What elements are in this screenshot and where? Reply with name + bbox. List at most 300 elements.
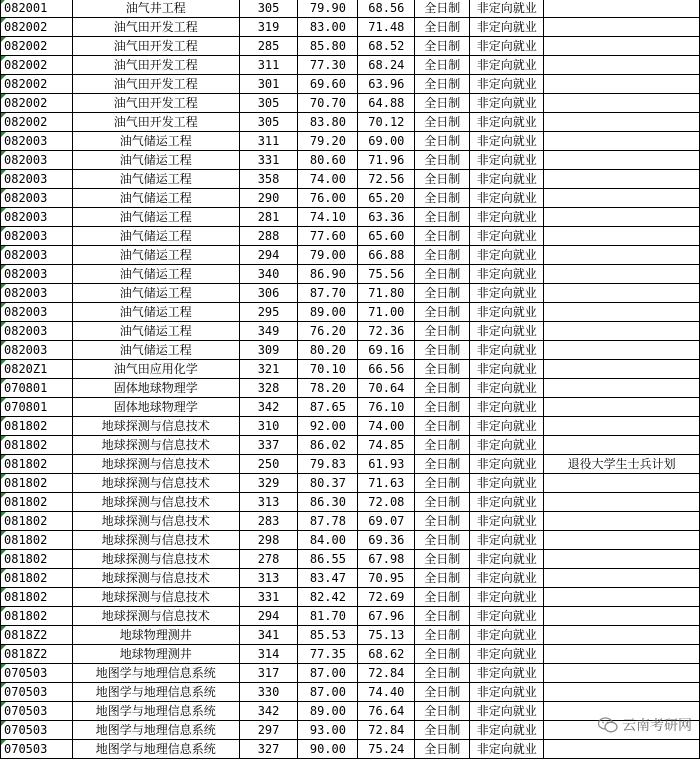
interview-score-cell[interactable]: 85.80 [298,37,358,56]
remark-cell[interactable] [544,208,700,227]
study-mode-cell[interactable]: 全日制 [415,113,470,132]
remark-cell[interactable] [544,607,700,626]
code-cell[interactable]: 0820Z1 [1,360,73,379]
code-cell[interactable]: 081802 [1,607,73,626]
code-cell[interactable]: 082002 [1,56,73,75]
interview-score-cell[interactable]: 90.00 [298,740,358,759]
code-cell[interactable]: 082003 [1,170,73,189]
major-cell[interactable]: 地球探测与信息技术 [72,550,239,569]
study-mode-cell[interactable]: 全日制 [415,626,470,645]
final-score-cell[interactable]: 74.40 [358,683,415,702]
study-mode-cell[interactable]: 全日制 [415,265,470,284]
interview-score-cell[interactable]: 78.20 [298,379,358,398]
code-cell[interactable]: 081802 [1,550,73,569]
total-score-cell[interactable]: 340 [239,265,298,284]
interview-score-cell[interactable]: 79.00 [298,246,358,265]
code-cell[interactable]: 082001 [1,0,73,18]
code-cell[interactable]: 070503 [1,721,73,740]
total-score-cell[interactable]: 328 [239,379,298,398]
study-mode-cell[interactable]: 全日制 [415,284,470,303]
major-cell[interactable]: 油气储运工程 [72,341,239,360]
total-score-cell[interactable]: 330 [239,683,298,702]
final-score-cell[interactable]: 72.36 [358,322,415,341]
study-mode-cell[interactable]: 全日制 [415,569,470,588]
employment-type-cell[interactable]: 非定向就业 [470,360,544,379]
final-score-cell[interactable]: 68.52 [358,37,415,56]
employment-type-cell[interactable]: 非定向就业 [470,322,544,341]
total-score-cell[interactable]: 358 [239,170,298,189]
total-score-cell[interactable]: 349 [239,322,298,341]
employment-type-cell[interactable]: 非定向就业 [470,18,544,37]
interview-score-cell[interactable]: 86.02 [298,436,358,455]
study-mode-cell[interactable]: 全日制 [415,75,470,94]
interview-score-cell[interactable]: 70.70 [298,94,358,113]
study-mode-cell[interactable]: 全日制 [415,56,470,75]
major-cell[interactable]: 地球物理测井 [72,645,239,664]
study-mode-cell[interactable]: 全日制 [415,360,470,379]
major-cell[interactable]: 油气田开发工程 [72,113,239,132]
employment-type-cell[interactable]: 非定向就业 [470,265,544,284]
employment-type-cell[interactable]: 非定向就业 [470,664,544,683]
final-score-cell[interactable]: 65.60 [358,227,415,246]
major-cell[interactable]: 油气田开发工程 [72,56,239,75]
study-mode-cell[interactable]: 全日制 [415,94,470,113]
employment-type-cell[interactable]: 非定向就业 [470,512,544,531]
employment-type-cell[interactable]: 非定向就业 [470,227,544,246]
employment-type-cell[interactable]: 非定向就业 [470,151,544,170]
major-cell[interactable]: 油气储运工程 [72,208,239,227]
major-cell[interactable]: 地球探测与信息技术 [72,512,239,531]
code-cell[interactable]: 070503 [1,664,73,683]
major-cell[interactable]: 地球探测与信息技术 [72,417,239,436]
final-score-cell[interactable]: 64.88 [358,94,415,113]
code-cell[interactable]: 082002 [1,94,73,113]
final-score-cell[interactable]: 65.20 [358,189,415,208]
major-cell[interactable]: 地图学与地理信息系统 [72,664,239,683]
total-score-cell[interactable]: 305 [239,94,298,113]
interview-score-cell[interactable]: 79.90 [298,0,358,18]
code-cell[interactable]: 082003 [1,227,73,246]
final-score-cell[interactable]: 63.36 [358,208,415,227]
study-mode-cell[interactable]: 全日制 [415,322,470,341]
employment-type-cell[interactable]: 非定向就业 [470,132,544,151]
final-score-cell[interactable]: 72.69 [358,588,415,607]
major-cell[interactable]: 地图学与地理信息系统 [72,721,239,740]
major-cell[interactable]: 油气储运工程 [72,322,239,341]
total-score-cell[interactable]: 310 [239,417,298,436]
total-score-cell[interactable]: 311 [239,132,298,151]
remark-cell[interactable] [544,588,700,607]
interview-score-cell[interactable]: 93.00 [298,721,358,740]
final-score-cell[interactable]: 66.56 [358,360,415,379]
remark-cell[interactable] [544,322,700,341]
code-cell[interactable]: 081802 [1,569,73,588]
remark-cell[interactable]: 退役大学生士兵计划 [544,455,700,474]
remark-cell[interactable] [544,132,700,151]
code-cell[interactable]: 081802 [1,531,73,550]
study-mode-cell[interactable]: 全日制 [415,151,470,170]
remark-cell[interactable] [544,341,700,360]
interview-score-cell[interactable]: 80.37 [298,474,358,493]
study-mode-cell[interactable]: 全日制 [415,170,470,189]
remark-cell[interactable] [544,645,700,664]
code-cell[interactable]: 082002 [1,37,73,56]
study-mode-cell[interactable]: 全日制 [415,379,470,398]
interview-score-cell[interactable]: 83.47 [298,569,358,588]
code-cell[interactable]: 082003 [1,303,73,322]
employment-type-cell[interactable]: 非定向就业 [470,436,544,455]
major-cell[interactable]: 油气田开发工程 [72,75,239,94]
interview-score-cell[interactable]: 70.10 [298,360,358,379]
employment-type-cell[interactable]: 非定向就业 [470,531,544,550]
major-cell[interactable]: 地球探测与信息技术 [72,493,239,512]
interview-score-cell[interactable]: 87.78 [298,512,358,531]
final-score-cell[interactable]: 69.16 [358,341,415,360]
total-score-cell[interactable]: 288 [239,227,298,246]
final-score-cell[interactable]: 70.64 [358,379,415,398]
final-score-cell[interactable]: 68.56 [358,0,415,18]
major-cell[interactable]: 地球探测与信息技术 [72,474,239,493]
remark-cell[interactable] [544,189,700,208]
employment-type-cell[interactable]: 非定向就业 [470,341,544,360]
employment-type-cell[interactable]: 非定向就业 [470,94,544,113]
study-mode-cell[interactable]: 全日制 [415,246,470,265]
employment-type-cell[interactable]: 非定向就业 [470,379,544,398]
remark-cell[interactable] [544,75,700,94]
code-cell[interactable]: 070503 [1,702,73,721]
major-cell[interactable]: 固体地球物理学 [72,398,239,417]
final-score-cell[interactable]: 75.56 [358,265,415,284]
code-cell[interactable]: 081802 [1,474,73,493]
employment-type-cell[interactable]: 非定向就业 [470,550,544,569]
major-cell[interactable]: 油气储运工程 [72,151,239,170]
study-mode-cell[interactable]: 全日制 [415,227,470,246]
major-cell[interactable]: 油气田应用化学 [72,360,239,379]
final-score-cell[interactable]: 67.98 [358,550,415,569]
major-cell[interactable]: 地球探测与信息技术 [72,607,239,626]
final-score-cell[interactable]: 76.10 [358,398,415,417]
total-score-cell[interactable]: 305 [239,0,298,18]
total-score-cell[interactable]: 290 [239,189,298,208]
code-cell[interactable]: 082003 [1,151,73,170]
study-mode-cell[interactable]: 全日制 [415,721,470,740]
major-cell[interactable]: 油气储运工程 [72,246,239,265]
study-mode-cell[interactable]: 全日制 [415,0,470,18]
interview-score-cell[interactable]: 69.60 [298,75,358,94]
interview-score-cell[interactable]: 89.00 [298,303,358,322]
study-mode-cell[interactable]: 全日制 [415,474,470,493]
remark-cell[interactable] [544,18,700,37]
remark-cell[interactable] [544,360,700,379]
employment-type-cell[interactable]: 非定向就业 [470,626,544,645]
code-cell[interactable]: 081802 [1,493,73,512]
final-score-cell[interactable]: 76.64 [358,702,415,721]
major-cell[interactable]: 地球探测与信息技术 [72,436,239,455]
code-cell[interactable]: 070801 [1,398,73,417]
employment-type-cell[interactable]: 非定向就业 [470,740,544,759]
total-score-cell[interactable]: 309 [239,341,298,360]
major-cell[interactable]: 油气储运工程 [72,132,239,151]
major-cell[interactable]: 地球探测与信息技术 [72,455,239,474]
major-cell[interactable]: 油气田开发工程 [72,37,239,56]
final-score-cell[interactable]: 69.36 [358,531,415,550]
remark-cell[interactable] [544,417,700,436]
remark-cell[interactable] [544,170,700,189]
total-score-cell[interactable]: 281 [239,208,298,227]
major-cell[interactable]: 地图学与地理信息系统 [72,683,239,702]
total-score-cell[interactable]: 313 [239,493,298,512]
interview-score-cell[interactable]: 86.55 [298,550,358,569]
interview-score-cell[interactable]: 87.00 [298,664,358,683]
study-mode-cell[interactable]: 全日制 [415,702,470,721]
interview-score-cell[interactable]: 81.70 [298,607,358,626]
study-mode-cell[interactable]: 全日制 [415,398,470,417]
study-mode-cell[interactable]: 全日制 [415,588,470,607]
remark-cell[interactable] [544,246,700,265]
remark-cell[interactable] [544,740,700,759]
final-score-cell[interactable]: 67.96 [358,607,415,626]
interview-score-cell[interactable]: 77.60 [298,227,358,246]
code-cell[interactable]: 081802 [1,455,73,474]
interview-score-cell[interactable]: 74.00 [298,170,358,189]
interview-score-cell[interactable]: 86.30 [298,493,358,512]
study-mode-cell[interactable]: 全日制 [415,664,470,683]
employment-type-cell[interactable]: 非定向就业 [470,702,544,721]
remark-cell[interactable] [544,531,700,550]
remark-cell[interactable] [544,436,700,455]
code-cell[interactable]: 082003 [1,189,73,208]
final-score-cell[interactable]: 68.24 [358,56,415,75]
major-cell[interactable]: 地球物理测井 [72,626,239,645]
final-score-cell[interactable]: 71.48 [358,18,415,37]
remark-cell[interactable] [544,265,700,284]
final-score-cell[interactable]: 72.84 [358,721,415,740]
employment-type-cell[interactable]: 非定向就业 [470,170,544,189]
major-cell[interactable]: 油气储运工程 [72,265,239,284]
employment-type-cell[interactable]: 非定向就业 [470,0,544,18]
final-score-cell[interactable]: 71.80 [358,284,415,303]
interview-score-cell[interactable]: 80.60 [298,151,358,170]
final-score-cell[interactable]: 72.08 [358,493,415,512]
remark-cell[interactable] [544,683,700,702]
major-cell[interactable]: 地球探测与信息技术 [72,588,239,607]
final-score-cell[interactable]: 75.13 [358,626,415,645]
code-cell[interactable]: 082002 [1,75,73,94]
employment-type-cell[interactable]: 非定向就业 [470,474,544,493]
total-score-cell[interactable]: 342 [239,702,298,721]
employment-type-cell[interactable]: 非定向就业 [470,75,544,94]
interview-score-cell[interactable]: 86.90 [298,265,358,284]
code-cell[interactable]: 070503 [1,683,73,702]
remark-cell[interactable] [544,284,700,303]
major-cell[interactable]: 油气井工程 [72,0,239,18]
major-cell[interactable]: 油气储运工程 [72,284,239,303]
employment-type-cell[interactable]: 非定向就业 [470,246,544,265]
study-mode-cell[interactable]: 全日制 [415,512,470,531]
study-mode-cell[interactable]: 全日制 [415,189,470,208]
code-cell[interactable]: 082002 [1,18,73,37]
total-score-cell[interactable]: 305 [239,113,298,132]
final-score-cell[interactable]: 69.00 [358,132,415,151]
study-mode-cell[interactable]: 全日制 [415,18,470,37]
code-cell[interactable]: 082002 [1,113,73,132]
code-cell[interactable]: 0818Z2 [1,645,73,664]
remark-cell[interactable] [544,379,700,398]
total-score-cell[interactable]: 321 [239,360,298,379]
total-score-cell[interactable]: 331 [239,588,298,607]
final-score-cell[interactable]: 75.24 [358,740,415,759]
study-mode-cell[interactable]: 全日制 [415,208,470,227]
code-cell[interactable]: 070801 [1,379,73,398]
interview-score-cell[interactable]: 77.35 [298,645,358,664]
total-score-cell[interactable]: 294 [239,607,298,626]
total-score-cell[interactable]: 283 [239,512,298,531]
study-mode-cell[interactable]: 全日制 [415,303,470,322]
final-score-cell[interactable]: 74.85 [358,436,415,455]
remark-cell[interactable] [544,626,700,645]
major-cell[interactable]: 地球探测与信息技术 [72,569,239,588]
employment-type-cell[interactable]: 非定向就业 [470,37,544,56]
major-cell[interactable]: 固体地球物理学 [72,379,239,398]
total-score-cell[interactable]: 313 [239,569,298,588]
study-mode-cell[interactable]: 全日制 [415,341,470,360]
total-score-cell[interactable]: 342 [239,398,298,417]
interview-score-cell[interactable]: 76.20 [298,322,358,341]
interview-score-cell[interactable]: 77.30 [298,56,358,75]
total-score-cell[interactable]: 341 [239,626,298,645]
final-score-cell[interactable]: 66.88 [358,246,415,265]
employment-type-cell[interactable]: 非定向就业 [470,189,544,208]
major-cell[interactable]: 油气田开发工程 [72,18,239,37]
total-score-cell[interactable]: 295 [239,303,298,322]
interview-score-cell[interactable]: 89.00 [298,702,358,721]
final-score-cell[interactable]: 71.00 [358,303,415,322]
employment-type-cell[interactable]: 非定向就业 [470,493,544,512]
code-cell[interactable]: 082003 [1,322,73,341]
code-cell[interactable]: 082003 [1,341,73,360]
remark-cell[interactable] [544,303,700,322]
remark-cell[interactable] [544,227,700,246]
employment-type-cell[interactable]: 非定向就业 [470,398,544,417]
total-score-cell[interactable]: 301 [239,75,298,94]
employment-type-cell[interactable]: 非定向就业 [470,569,544,588]
major-cell[interactable]: 地图学与地理信息系统 [72,740,239,759]
study-mode-cell[interactable]: 全日制 [415,550,470,569]
study-mode-cell[interactable]: 全日制 [415,645,470,664]
remark-cell[interactable] [544,0,700,18]
remark-cell[interactable] [544,113,700,132]
remark-cell[interactable] [544,94,700,113]
final-score-cell[interactable]: 74.00 [358,417,415,436]
study-mode-cell[interactable]: 全日制 [415,683,470,702]
major-cell[interactable]: 油气储运工程 [72,189,239,208]
total-score-cell[interactable]: 337 [239,436,298,455]
final-score-cell[interactable]: 71.63 [358,474,415,493]
final-score-cell[interactable]: 70.95 [358,569,415,588]
interview-score-cell[interactable]: 79.20 [298,132,358,151]
final-score-cell[interactable]: 70.12 [358,113,415,132]
employment-type-cell[interactable]: 非定向就业 [470,588,544,607]
remark-cell[interactable] [544,550,700,569]
study-mode-cell[interactable]: 全日制 [415,436,470,455]
study-mode-cell[interactable]: 全日制 [415,493,470,512]
code-cell[interactable]: 082003 [1,132,73,151]
remark-cell[interactable] [544,493,700,512]
interview-score-cell[interactable]: 83.00 [298,18,358,37]
employment-type-cell[interactable]: 非定向就业 [470,56,544,75]
code-cell[interactable]: 082003 [1,265,73,284]
interview-score-cell[interactable]: 74.10 [298,208,358,227]
employment-type-cell[interactable]: 非定向就业 [470,113,544,132]
remark-cell[interactable] [544,512,700,531]
total-score-cell[interactable]: 250 [239,455,298,474]
final-score-cell[interactable]: 72.56 [358,170,415,189]
total-score-cell[interactable]: 331 [239,151,298,170]
final-score-cell[interactable]: 61.93 [358,455,415,474]
employment-type-cell[interactable]: 非定向就业 [470,607,544,626]
interview-score-cell[interactable]: 92.00 [298,417,358,436]
total-score-cell[interactable]: 319 [239,18,298,37]
major-cell[interactable]: 地图学与地理信息系统 [72,702,239,721]
final-score-cell[interactable]: 69.07 [358,512,415,531]
code-cell[interactable]: 082003 [1,246,73,265]
total-score-cell[interactable]: 329 [239,474,298,493]
code-cell[interactable]: 082003 [1,208,73,227]
employment-type-cell[interactable]: 非定向就业 [470,645,544,664]
major-cell[interactable]: 地球探测与信息技术 [72,531,239,550]
remark-cell[interactable] [544,56,700,75]
employment-type-cell[interactable]: 非定向就业 [470,284,544,303]
interview-score-cell[interactable]: 85.53 [298,626,358,645]
employment-type-cell[interactable]: 非定向就业 [470,208,544,227]
total-score-cell[interactable]: 314 [239,645,298,664]
study-mode-cell[interactable]: 全日制 [415,37,470,56]
employment-type-cell[interactable]: 非定向就业 [470,455,544,474]
remark-cell[interactable] [544,569,700,588]
major-cell[interactable]: 油气田开发工程 [72,94,239,113]
employment-type-cell[interactable]: 非定向就业 [470,721,544,740]
study-mode-cell[interactable]: 全日制 [415,607,470,626]
total-score-cell[interactable]: 327 [239,740,298,759]
code-cell[interactable]: 081802 [1,588,73,607]
interview-score-cell[interactable]: 79.83 [298,455,358,474]
interview-score-cell[interactable]: 84.00 [298,531,358,550]
remark-cell[interactable] [544,474,700,493]
total-score-cell[interactable]: 298 [239,531,298,550]
study-mode-cell[interactable]: 全日制 [415,455,470,474]
final-score-cell[interactable]: 63.96 [358,75,415,94]
remark-cell[interactable] [544,37,700,56]
interview-score-cell[interactable]: 83.80 [298,113,358,132]
major-cell[interactable]: 油气储运工程 [72,303,239,322]
study-mode-cell[interactable]: 全日制 [415,417,470,436]
code-cell[interactable]: 081802 [1,417,73,436]
remark-cell[interactable] [544,664,700,683]
final-score-cell[interactable]: 72.84 [358,664,415,683]
code-cell[interactable]: 081802 [1,512,73,531]
total-score-cell[interactable]: 278 [239,550,298,569]
interview-score-cell[interactable]: 87.65 [298,398,358,417]
code-cell[interactable]: 082003 [1,284,73,303]
code-cell[interactable]: 070503 [1,740,73,759]
remark-cell[interactable] [544,151,700,170]
study-mode-cell[interactable]: 全日制 [415,132,470,151]
total-score-cell[interactable]: 311 [239,56,298,75]
major-cell[interactable]: 油气储运工程 [72,227,239,246]
interview-score-cell[interactable]: 87.70 [298,284,358,303]
code-cell[interactable]: 081802 [1,436,73,455]
total-score-cell[interactable]: 285 [239,37,298,56]
